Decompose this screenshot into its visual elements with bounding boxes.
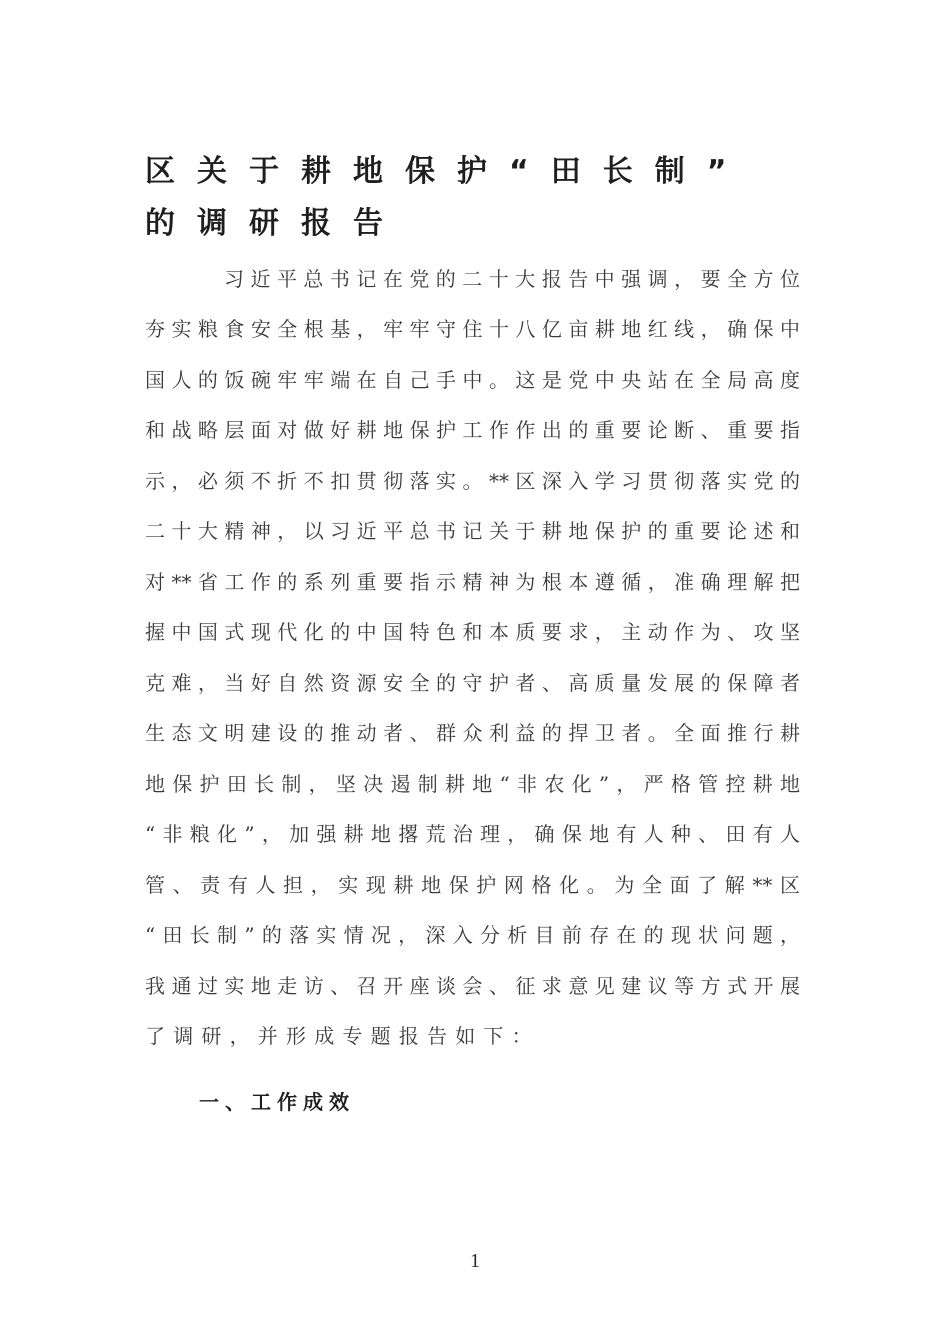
paragraph-line: 示，必须不折不扣贯彻落实。**区深入学习贯彻落实党的 [145, 469, 800, 493]
paragraph-line: 我通过实地走访、召开座谈会、征求意见建议等方式开展 [145, 974, 800, 998]
paragraph-line: 克难，当好自然资源安全的守护者、高质量发展的保障者 [145, 671, 800, 695]
paragraph-line: “田长制”的落实情况，深入分析目前存在的现状问题， [145, 923, 800, 947]
paragraph-line: 对**省工作的系列重要指示精神为根本遵循，准确理解把 [145, 570, 800, 594]
paragraph-line: 夯实粮食安全根基，牢牢守住十八亿亩耕地红线，确保中 [145, 317, 800, 341]
paragraph-line: 二十大精神，以习近平总书记关于耕地保护的重要论述和 [145, 519, 800, 543]
paragraph-line: 了调研，并形成专题报告如下： [145, 1024, 540, 1048]
section-heading: 一、工作成效 [199, 1090, 355, 1114]
paragraph-line: 国人的饭碗牢牢端在自己手中。这是党中央站在全局高度 [145, 368, 800, 392]
paragraph-line: 和战略层面对做好耕地保护工作作出的重要论断、重要指 [145, 418, 800, 442]
paragraph-line: “非粮化”，加强耕地撂荒治理，确保地有人种、田有人 [145, 822, 800, 846]
document-title-line-1: 区关于耕地保护“田长制” [145, 154, 749, 189]
paragraph-line: 生态文明建设的推动者、群众利益的捍卫者。全面推行耕 [145, 721, 800, 745]
paragraph-line: 管、责有人担，实现耕地保护网格化。为全面了解**区 [145, 873, 800, 897]
page-number: 1 [470, 1250, 480, 1272]
paragraph-line: 地保护田长制，坚决遏制耕地“非农化”，严格管控耕地 [145, 772, 800, 796]
document-title-line-2: 的调研报告 [145, 206, 405, 241]
paragraph-line: 习近平总书记在党的二十大报告中强调，要全方位 [224, 267, 800, 291]
paragraph-line: 握中国式现代化的中国特色和本质要求，主动作为、攻坚 [145, 620, 800, 644]
